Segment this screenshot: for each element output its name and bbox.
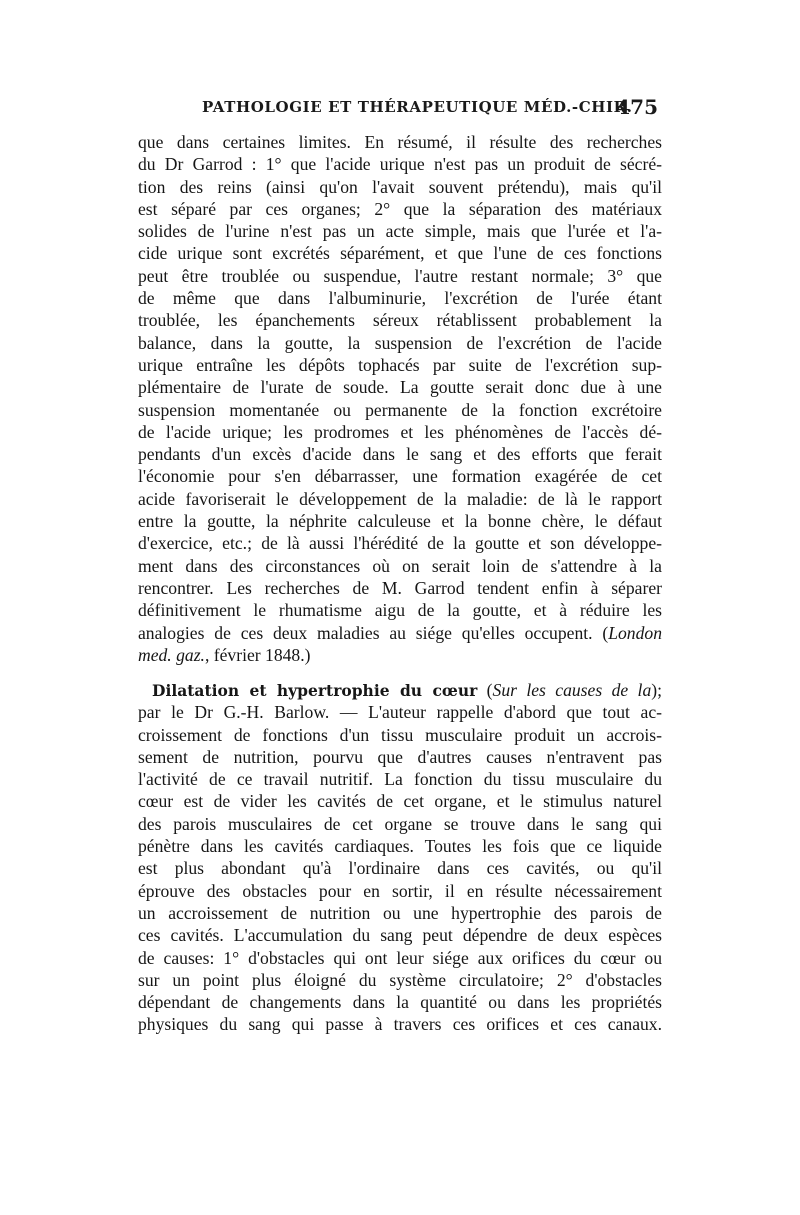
- text-line: rencontrer. Les recherches de M. Garrod tendent enfin à séparer: [138, 577, 662, 598]
- heading-subtitle: Sur les causes de la: [492, 680, 652, 700]
- text-line: dépendant de changements dans la quantité ou dans les propriétés: [138, 992, 662, 1013]
- section-heading: Dilatation et hypertrophie du cœur: [152, 681, 478, 700]
- text-line: balance, dans la goutte, la suspension de l'excrétion de l'acide: [138, 332, 662, 353]
- text-line: définitivement le rhumatisme aigu de la goutte, et à réduire les: [138, 600, 662, 621]
- text-line: cide urique sont excrétés séparément, et que l'une de ces fonctions: [138, 243, 662, 264]
- text-line: suspension momentanée ou permanente de la fonction excrétoire: [138, 399, 662, 420]
- text-line: physiques du sang qui passe à travers ces orifices et ces canaux.: [138, 1014, 662, 1035]
- heading-paren-close: );: [651, 680, 662, 700]
- text-line: éprouve des obstacles pour en sortir, il en résulte nécessairement: [138, 880, 662, 901]
- text-line: pendants d'un excès d'acide dans le sang et des efforts que ferait: [138, 444, 662, 465]
- text-line: de causes: 1° d'obstacles qui ont leur siége aux orifices du cœur ou: [138, 947, 662, 968]
- text-line: ces cavités. L'accumulation du sang peut dépendre de deux espèces: [138, 925, 662, 946]
- text-line: sement de nutrition, pourvu que d'autres causes n'entravent pas: [138, 746, 662, 767]
- text-line: cœur est de vider les cavités de cet organe, et le stimulus naturel: [138, 791, 662, 812]
- text-line: d'exercice, etc.; de là aussi l'hérédité de la goutte et son développe-: [138, 533, 662, 554]
- text-line: ment dans des circonstances où on serait loin de s'attendre à la: [138, 555, 662, 576]
- text-line: l'économie pour s'en débarrasser, une formation exagérée de cet: [138, 466, 662, 487]
- text-line: pénètre dans les cavités cardiaques. Toutes les fois que ce liquide: [138, 836, 662, 857]
- text-line-citation-end: [138, 644, 662, 666]
- section-heading-line: [138, 679, 662, 701]
- paragraph-barlow: [138, 679, 662, 1036]
- text-fragment: analogies de ces deux maladies au siége qu'elles occupent. (: [138, 622, 609, 643]
- text-line: tion des reins (ainsi qu'on l'avait souvent prétendu), mais qu'il: [138, 176, 662, 197]
- citation-date: , février 1848.): [204, 644, 311, 665]
- text-line: croissement de fonctions d'un tissu musculaire produit un accrois-: [138, 724, 662, 745]
- text-line: entre la goutte, la néphrite calculeuse et la bonne chère, le défaut: [138, 511, 662, 532]
- text-line: urique entraîne les dépôts tophacés par suite de l'excrétion sup-: [138, 354, 662, 375]
- text-line: des parois musculaires de cet organe se trouve dans le sang qui: [138, 813, 662, 834]
- text-line: sur un point plus éloigné du système circulatoire; 2° d'obstacles: [138, 969, 662, 990]
- citation-journal: London: [608, 622, 662, 643]
- text-line: plémentaire de l'urate de soude. La goutte serait donc due à une: [138, 377, 662, 398]
- text-line: par le Dr G.-H. Barlow. — L'auteur rappelle d'abord que tout ac-: [138, 702, 662, 723]
- running-title: PATHOLOGIE ET THÉRAPEUTIQUE MÉD.-CHIR.: [202, 98, 633, 116]
- text-line: que dans certaines limites. En résumé, il résulte des recherches: [138, 132, 662, 152]
- text-line: acide favoriserait le développement de la maladie: de là le rapport: [138, 488, 662, 509]
- text-line: solides de l'urine n'est pas un acte simple, mais que l'urée et l'a-: [138, 221, 662, 242]
- text-line: du Dr Garrod : 1° que l'acide urique n'est pas un produit de sécré-: [138, 154, 662, 175]
- text-line: est séparé par ces organes; 2° que la séparation des matériaux: [138, 198, 662, 219]
- text-line: un accroissement de nutrition ou une hypertrophie des parois de: [138, 902, 662, 923]
- text-line-citation: [138, 622, 662, 644]
- text-line: de l'acide urique; les prodromes et les phénomènes de l'accès dé-: [138, 421, 662, 442]
- heading-paren-open: (: [477, 680, 493, 700]
- text-line: l'activité de ce travail nutritif. La fonction du tissu musculaire du: [138, 769, 662, 790]
- text-line: troublée, les épanchements séreux rétablissent probablement la: [138, 310, 662, 331]
- page-number: 475: [616, 95, 658, 119]
- text-line: est plus abondant qu'à l'ordinaire dans ces cavités, ou qu'il: [138, 858, 662, 879]
- text-line: de même que dans l'albuminurie, l'excrétion de l'urée étant: [138, 288, 662, 309]
- running-head: [138, 95, 658, 121]
- paragraph-garrod: [138, 131, 662, 666]
- text-line: peut être troublée ou suspendue, l'autre restant normale; 3° que: [138, 265, 662, 286]
- citation-journal-abbrev: med. gaz.: [138, 644, 205, 665]
